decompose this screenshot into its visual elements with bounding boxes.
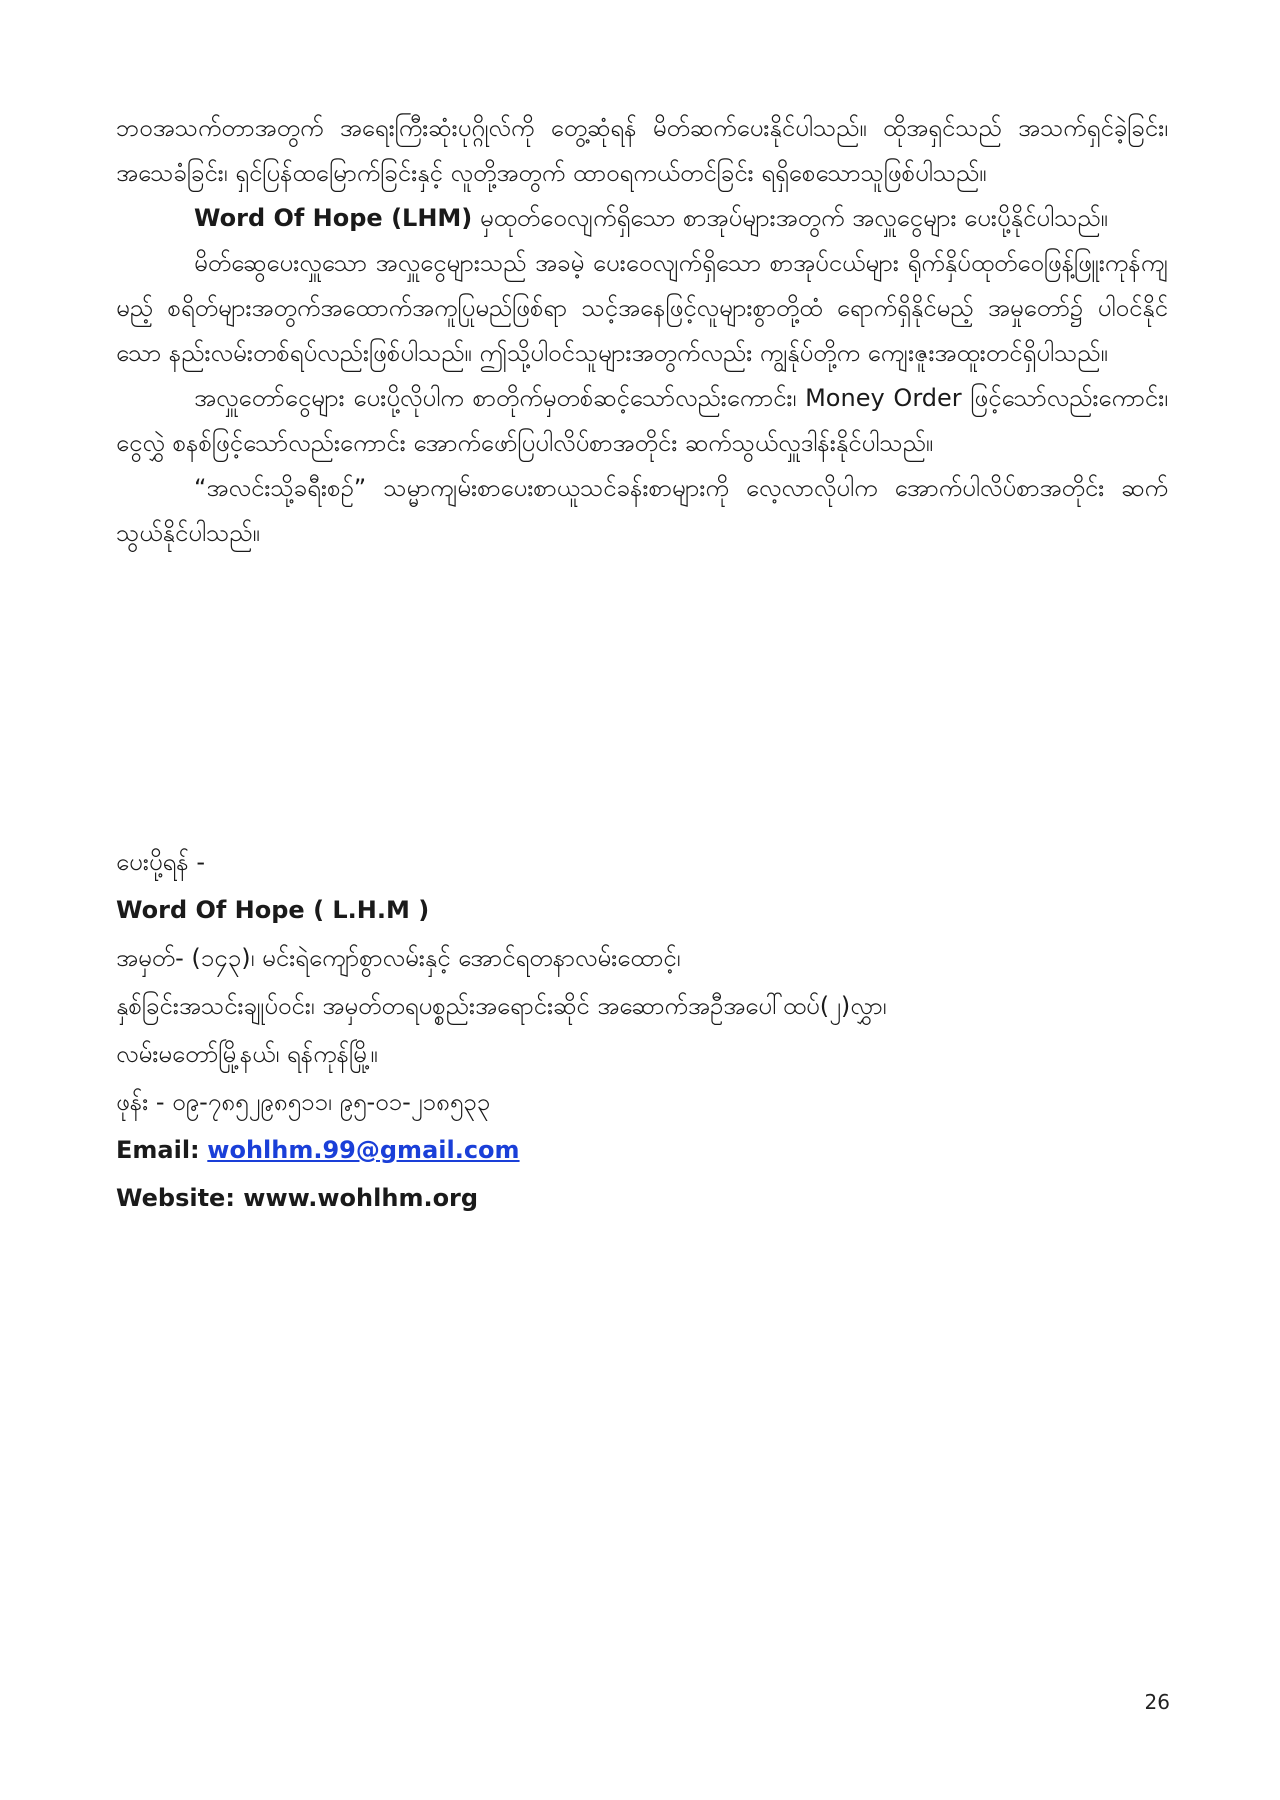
paragraph-support-text: မိတ်ဆွေပေးလှူသော အလှူငွေများသည် အခမဲ့ ပေးဝေလျက်ရှိသော စာအုပ်ငယ်များ ရိုက်နှိပ်ထုတ်ဝေဖြန့်ဖြူးကုန်ကျမည့် စရိတ်များအတွက်အထောက်အကူပြုမည်ဖြစ်ရာ သင့်အနေဖြင့်လူများစွာတို့ထံ ရောက်ရှိနိုင်မည့် အမှုတော်၌ ပါဝင်နိုင်သော နည်းလမ်းတစ်ရပ်လည်းဖြစ်ပါသည်။ ဤသို့ပါဝင်သူများအတွက်လည်း ကျွန်ုပ်တို့က ကျေးဇူးအထူးတင်ရှိပါသည်။	[116, 249, 1168, 367]
page-number: 26	[1144, 1690, 1170, 1714]
paragraph-course-text: “အလင်းသို့ခရီးစဉ်” သမ္မာကျမ်းစာပေးစာယူသင်ခန်းစာများကို လေ့လာလိုပါက အောက်ပါလိပ်စာအတိုင်း ဆက်သွယ်နိုင်ပါသည်။	[116, 474, 1168, 547]
website: Website: www.wohlhm.org	[116, 1184, 479, 1212]
paragraph-donation-text: မှထုတ်ဝေလျက်ရှိသော စာအုပ်များအတွက် အလှူငွေများ ပေးပို့နိုင်ပါသည်။	[472, 204, 1108, 232]
email-row	[116, 1126, 1168, 1174]
paragraph-donation	[116, 196, 1168, 241]
org-name: Word Of Hope ( L.H.M )	[116, 896, 430, 924]
paragraph-intro-text: ဘဝအသက်တာအတွက် အရေးကြီးဆုံးပုဂ္ဂိုလ်ကို တွေ့ဆုံရန် မိတ်ဆက်ပေးနိုင်ပါသည်။ ထိုအရှင်သည် အသက်ရှင်ခဲ့ခြင်း၊ အသေခံခြင်း၊ ရှင်ပြန်ထမြောက်ခြင်းနှင့် လူတို့အတွက် ထာဝရကယ်တင်ခြင်း ရရှိစေသောသူဖြစ်ပါသည်။	[116, 114, 1168, 187]
paragraph-intro	[116, 106, 1168, 196]
email-link[interactable]: wohlhm.99@gmail.com	[207, 1136, 520, 1164]
paragraph-support	[116, 241, 1168, 376]
paragraph-payment-text: အလှူတော်ငွေများ ပေးပို့လိုပါက စာတိုက်မှတစ်ဆင့်သော်လည်းကောင်း၊ Money Order ဖြင့်သော်လည်းကောင်း၊ ငွေလွှဲ စနစ်ဖြင့်သော်လည်းကောင်း အောက်ဖော်ပြပါလိပ်စာအတိုင်း ဆက်သွယ်လှူဒါန်းနိုင်ပါသည်။	[116, 384, 1168, 457]
phone-numbers: ဖုန်း - ၀၉-၇၈၅၂၉၈၅၁၁၊ ၉၅-၀၁-၂၁၈၅၃၃	[116, 1088, 491, 1116]
address-line-1: အမှတ်- (၁၄၃)၊ မင်းရဲကျော်စွာလမ်းနှင့် အောင်ရတနာလမ်းထောင့်၊	[116, 944, 681, 972]
address-line-2: နှစ်ခြင်းအသင်းချုပ်ဝင်း၊ အမှတ်တရပစ္စည်းအရောင်းဆိုင် အဆောက်အဦအပေါ်ထပ်(၂)လွှာ၊	[116, 992, 887, 1020]
paragraph-payment	[116, 376, 1168, 466]
org-name-inline: Word Of Hope (LHM)	[194, 204, 473, 232]
email-label: Email:	[116, 1136, 200, 1164]
paragraph-course	[116, 466, 1168, 556]
address-line-3: လမ်းမတော်မြို့နယ်၊ ရန်ကုန်မြို့။	[116, 1040, 378, 1068]
body-text	[116, 106, 1168, 556]
send-to-label: ပေးပို့ရန် -	[116, 848, 205, 876]
contact-address	[116, 838, 1168, 1222]
